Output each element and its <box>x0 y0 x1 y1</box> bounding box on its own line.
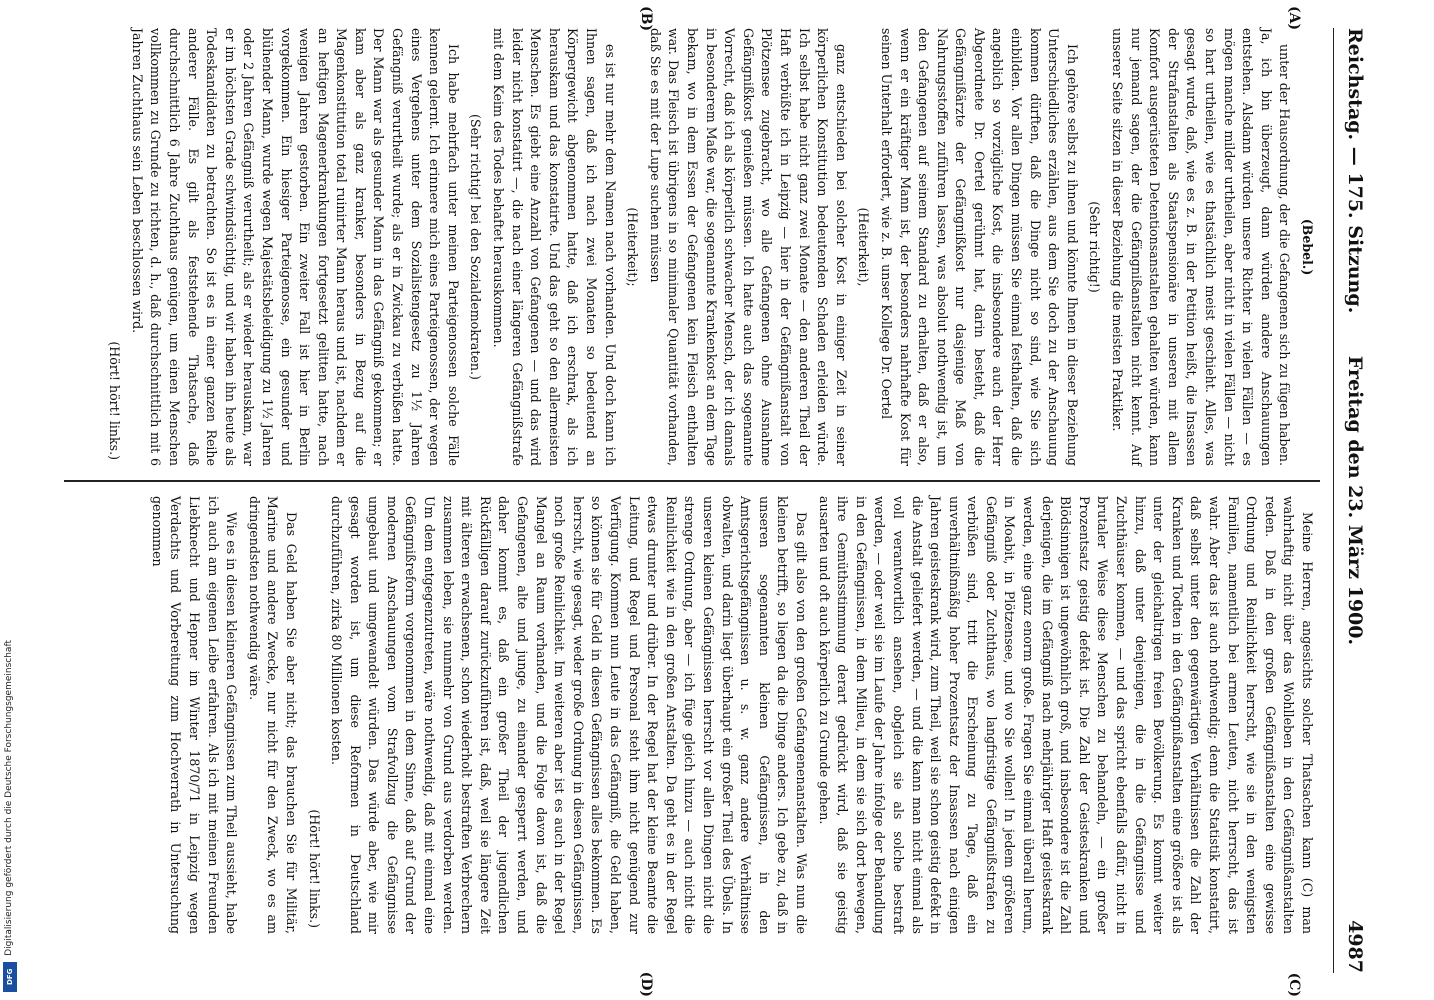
margin-mark-a: (A) <box>1286 6 1302 31</box>
paragraph: Ich gehöre selbst zu ihnen und könnte Ihnen in dieser Beziehung Unterschiedliches erzählen, aus dem Sie doch zu der Anschauung kommen dürften, daß die Dinge nicht so sind, wie Sie sich einbilden. Vor allen Dingen müssen Sie einmal festhalten, daß die angeblich so vorzügliche Kost, die insbesondere auch der Herr Abgeordnete Dr. Oertel gerühmt hat, darin besteht, daß die Gefängnißärzte der Gefängnißkost nur dasjenige Maß von Nahrungsstoffen zuführen lassen, was absolut nothwendig ist, um den Gefangenen auf seinem Standard zu erhalten, daß er also, wenn er ein kräftiger Mann ist, der besonders nahrhafte Kost für seinen Unterhalt erfordert, wie z. B. unser Kollege Dr. Oertel <box>878 28 1080 466</box>
margin-mark-c: (C) <box>1286 972 1302 997</box>
dfg-logo: DFG <box>3 962 17 992</box>
interjection: (Heiterkeit), <box>856 207 872 287</box>
paragraph: Meine Herren, angesichts solcher Thatsachen kann (C) man wahrhaftig nicht über das Wohlleben in den Gefängnißanstalten reden. Daß in den großen Gefängnißanstalten eine gewisse Ordnung und Reinlichkeit herrscht, wie sie in den wenigsten Familien, namentlich bei armen Leuten, nicht herrscht, das ist wahr. Aber das ist auch nothwendig; denn die Statistik konstatirt, daß selbst unter den gegenwärtigen Verhältnissen die Zahl der Kranken und Todten in den Gefängnißanstalten eine größere ist als unter der gleichaltrigen freien Bevölkerung. Es kommt weiter hinzu, daß unter denjenigen, die in die Gefängnisse und Zuchthäuser kommen, — und das spricht ebenfalls dafür, nicht in brutaler Weise diese Menschen zu behandeln, — ein großer Prozentsatz geistig defekt ist. Die Zahl der Geisteskranken und Blödsinnigen ist ungewöhnlich groß, und insbesondere ist die Zahl derjenigen, die im Gefängniß nach mehrjähriger Haft geisteskrank werden, eine ganz enorm große. Fragen Sie einmal überall herum, in Moabit, in Plötzensee, und wo Sie wollen! In jedem größeren Gefängniß oder Zuchthaus, wo langfristige Gefängnißstrafen zu verbüßen sind, tritt die Erscheinung zu Tage, daß ein unverhältnißmäßig hoher Prozentsatz der Insassen nach einigen Jahren geisteskrank wird, zum Theil, weil sie schon geistig defekt in die Anstalt geliefert werden, — und die kann man nicht einmal als voll verantwortlich ansehen, obgleich sie als solche bestraft werden, — oder weil sie im Laufe der Jahre infolge der Behandlung in den Gefängnissen, in dem Milieu, in dem sie sich dort bewegen, ihre Gemüthsstimmung derart gedrückt wird, daß sie geistig ausarten und oft auch körperlich zu Grunde gehen. <box>816 496 1315 934</box>
paragraph: ganz entschieden bei solcher Kost in einiger Zeit in seiner körperlichen Konstitution bedeutenden Schaden erleiden würde. Ich selbst habe nicht ganz zwei Monate — den anderen Theil der Haft verbüßte ich in Leipzig — hier in der Gefängnißanstalt von Plötzensee zugebracht, wo alle Gefangenen ohne Ausnahme Gefängnißkost genießen müssen. Ich hatte auch das sogenannte Vorrecht, daß ich als körperlich schwacher Mensch, der ich damals in besonderem Maße war, die sogenannte Krankenkost an dem Tage bekam, wo in dem Essen der Gefangenen kein Fleisch enthalten war. Das Fleisch ist übrigens in so minimaler Quantität vorhanden, daß Sie es mit der Lupe suchen müssen <box>647 28 849 466</box>
paragraph: Das Geld haben Sie aber nicht; das brauchen Sie für Militär, Marine und andere Zwecke, nur nicht für den Zweck, wo es am dringendsten nothwendig wäre. <box>246 496 299 934</box>
header-date: Freitag den 23. März 1900. <box>1344 355 1366 646</box>
digitization-credit: Digitalisierung gefördert durch die Deutsche Forschungsgemeinschaft <box>4 640 14 956</box>
interjection: (Hört! hört! links.) <box>107 341 123 460</box>
margin-mark-b: (B) <box>638 6 654 32</box>
paragraph: Ich habe mehrfach unter meinen Parteigenossen solche Fälle kennen gelernt. Ich erinnere mich eines Parteigenossen, der wegen eines Vergehens unter dem Sozialistengesetz zu 1½ Jahren Gefängniß verurtheilt wurde; als er in Zwickau zu verbüßen hatte. Der Mann war als gesunder Mann in das Gefängniß gekommen; er kam aber als ganz kranker, besonders in Bezug auf die Magenkonstitution total ruinirter Mann heraus und ist, nachdem er an heftigen Magenerkrankungen fortgesetzt gelitten hatte, nach wenigen Jahren gestorben. Ein zweiter Fall ist hier in Berlin vorgekommen. Ein hiesiger Parteigenosse, ein gesunder und blühender Mann, wurde wegen Majestätsbeleidigung zu 1½ Jahren oder 2 Jahren Gefängniß verurtheilt; als er wieder herauskam, war er im höchsten Grade schwindsüchtig, und wir haben ihn heute als Todeskandidaten zu betrachten. So ist es in einer ganzen Reihe anderer Fälle. Es gilt als feststehende Thatsache, daß durchschnittlich 6 Jahre Zuchthaus genügen, um einen Menschen vollkommen zu Grunde zu richten, d. h., daß durchschnittlich mit 6 Jahren Zuchthaus sein Leben beschlossen wird. <box>129 28 461 466</box>
page-number: 4987 <box>1344 920 1366 973</box>
header-rule <box>1333 28 1334 973</box>
interjection: (Sehr richtig! bei den Sozialdemokraten.) <box>468 114 484 380</box>
interjection: (Heiterkeit); <box>625 207 641 287</box>
newspaper-page <box>54 6 1374 997</box>
speaker-name: (Bebel.) <box>1300 218 1315 276</box>
interjection: (Sehr richtig!) <box>1087 201 1103 293</box>
margin-mark-d: (D) <box>638 971 654 997</box>
header-left: Reichstag. — 175. Sitzung. <box>1344 28 1366 314</box>
interjection: (Hört! hört! links.) <box>306 809 322 928</box>
paragraph: Wie es in diesen kleineren Gefängnissen zum Theil aussieht, habe ich auch am eigenen Leibe erfahren. Als ich mit meinen Freunden Liebknecht und Hepner im Winter 1870/71 in Leipzig wegen Verdachts und Vorbereitung zum Hochverrath in Untersuchung genommen <box>149 496 240 934</box>
left-column <box>64 28 1316 466</box>
page-header <box>1338 28 1374 973</box>
right-column <box>64 496 1316 934</box>
paragraph: unter der Hausordnung, der die Gefangenen sich zu fügen haben. Ja, ich bin überzeugt, dann würden andere Anschauungen entstehen. Alsdann würden unsere Richter in vielen Fällen — es mögen manche milder urtheilen, aber nicht in vielen Fällen — nicht so hart urtheilen, wie es thatsächlich meist geschieht. Alles, was gesagt wurde, daß, wie es z. B. in der Petition heißt, die Insassen der Strafanstalten als Staatspensionäre in unseren mit allem Komfort ausgerüsteten Detentionsanstalten gehalten würden, kann nur jemand sagen, der die Gefängnißanstalten nicht kennt. Auf unserer Seite sitzen in dieser Beziehung die meisten Praktiker. <box>1110 28 1293 466</box>
paragraph: es ist nur mehr dem Namen nach vorhanden. Und doch kann ich Ihnen sagen, daß ich nach zwei Monaten so bedeutend an Körpergewicht abgenommen hatte, daß ich erschrak, als ich herauskam und das konstatirte. Und das geht so den allermeisten Menschen. Es giebt eine Anzahl von Gefangenen — und das wird leider nicht konstatirt —, die nach einer längeren Gefängnißstrafe mit dem Keim des Todes behaftet herauskommen. <box>491 28 618 466</box>
header-center <box>1344 28 1366 973</box>
column-divider <box>64 480 1320 482</box>
paragraph: Das gilt also von den großen Gefangenenanstalten. Was nun die kleinen betrifft, so liegen da die Dinge anders. Ich gebe zu, daß in unseren sogenannten kleinen Gefängnissen, in den Amtsgerichtsgefängnissen u. s. w. ganz andere Verhältnisse obwalten, und darin liegt überhaupt ein großer Theil des Übels. In unseren kleinen Gefängnissen herrscht vor allen Dingen nicht die strenge Ordnung, aber — ich füge gleich hinzu — auch nicht die Reinlichkeit wie in den großen Anstalten. Da geht es in der Regel etwas drunter und drüber. In der Regel hat der kleine Beamte die Leitung, und Regel und Personal steht ihm nicht genügend zur Verfügung. Kommen nun Leute in das Gefängniß, die Geld haben, so können sie für Geld in diesen Gefängnissen alles bekommen. Es herrscht, wie gesagt, weder große Ordnung in diesen Gefängnissen, noch große Reinlichkeit. Im weiteren aber ist es auch in der Regel Mangel an Raum vorhanden, und die Folge davon ist, daß die Gefangenen, alte und junge, zu einander gesperrt werden, und daher kommt es, daß ein großer Theil der jugendlichen Rückfälligen darauf zurückzuführen ist, daß, weil sie längere Zeit mit älteren erwachsenen, schon wiederholt bestraften Verbrechern zusammen leben, sie nunmehr von Grund aus verdorben werden. Um dem entgegenzutreten, wäre nothwendig, daß mit einmal eine Gefängnißreform vorgenommen in dem Sinne, daß auf Grund der modernen Anschauungen vom Strafvollzug die Gefängnisse umgebaut und umgewandelt würden. Das würde aber, wie mir gesagt worden ist, um diese Reformen in Deutschland durchzuführen, zirka 80 Millionen kosten. <box>329 496 809 934</box>
